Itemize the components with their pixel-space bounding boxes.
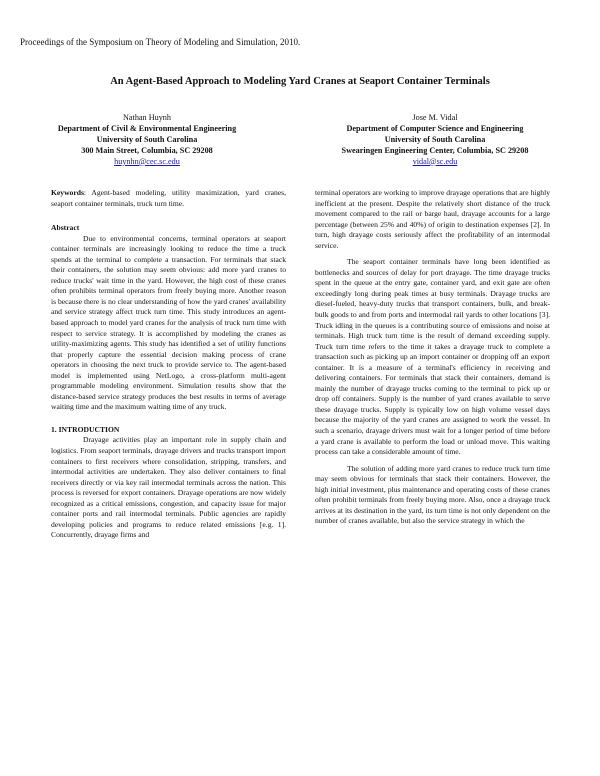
keywords-paragraph xyxy=(51,188,286,209)
author-address: 300 Main Street, Columbia, SC 29208 xyxy=(81,145,213,155)
paper-title: An Agent-Based Approach to Modeling Yard Cranes at Seaport Container Terminals xyxy=(110,76,490,87)
author-email-link[interactable]: vidal@sc.edu xyxy=(412,156,458,166)
author-name: Nathan Huynh xyxy=(123,113,171,122)
author-email-link[interactable]: huynhn@cec.sc.edu xyxy=(114,156,180,166)
introduction-heading: 1. INTRODUCTION xyxy=(51,424,120,434)
abstract-text: Due to environmental concerns, terminal operators at seaport container terminals are increasingly looking to reduce the time a truck spends at the terminal to complete a transaction. For terminals that stack their containers, the solution may seem obvious: add more yard cranes to reduce trucks' wait time in the yard. However, the high cost of these cranes often prohibits terminal operators from freely buying more. Another reason is because there is no clear understanding of how the yard cranes' availability and service strategy affect truck turn time. This study introduces an agent-based approach to model yard cranes for the analysis of truck turn time with respect to service strategy. It is accomplished by modeling the cranes as utility-maximizing agents. This study has identified a set of utility functions that properly capture the essential decision making process of crane operators in choosing the next truck to provide service to. The agent-based model is implemented using NetLogo, a cross-platform multi-agent programmable modeling environment. Simulation results show that the distance-based service strategy produces the best results in terms of average waiting time and the maximum waiting time of any truck. xyxy=(51,233,286,412)
author-university: University of South Carolina xyxy=(96,134,198,144)
abstract-heading: Abstract xyxy=(51,223,80,233)
author-department: Department of Civil & Environmental Engineering xyxy=(57,123,237,133)
body-paragraph: terminal operators are working to improve drayage operations that are highly inefficient at the present. Despite the relatively short distance of the truck movement compared to the rail or barge haul, drayage accounts for a large percentage (between 25% and 40%) of origin to destination expenses [2]. In turn, high drayage costs seriously affect the profitability of an intermodal service. xyxy=(315,188,550,250)
right-column xyxy=(315,188,550,527)
body-paragraph: The seaport container terminals have long been identified as bottlenecks and sources of delay for port drayage. The time drayage trucks spent in the queue at the entry gate, container yard, and exit gate are often exceedingly long during peak times at busy terminals. Drayage trucks are diesel-fueled, heavy-duty trucks that transport containers, bulk, and break-bulk goods to and from ports and intermodal rail yards to other locations [3]. Truck idling in the queues is a contributing source of emissions and noise at terminals. High truck turn time is the result of demand exceeding supply. Truck turn time refers to the time it takes a drayage truck to complete a transaction such as picking up an import container or dropping off an export container. It is a measure of a terminal's efficiency in receiving and delivering containers. For terminals that stack their containers, demand is mainly the number of drayage trucks coming to the terminal to pick up or drop off containers. Supply is the number of yard cranes available to serve these drayage trucks. Supply is typically low on high volume vessel days because the majority of the yard cranes are assigned to work the vessel. In such a scenario, drayage drivers must wait for a longer period of time before a yard crane is available to perform the load or unload move. This waiting process can take a considerable amount of time. xyxy=(315,257,550,457)
proceedings-header: Proceedings of the Symposium on Theory of Modeling and Simulation, 2010. xyxy=(20,37,301,47)
keywords-text: : Agent-based modeling, utility maximization, yard cranes, seaport container terminals, truck turn time. xyxy=(51,188,286,208)
left-column xyxy=(51,188,286,541)
author-university: University of South Carolina xyxy=(384,134,486,144)
keywords-label: Keywords xyxy=(51,188,84,197)
introduction-paragraph: Drayage activities play an important role in supply chain and logistics. From seaport terminals, drayage drivers and trucks transport import containers to first receivers where consolidation, stripping, transfers, and intermodal activities are undertaken. They also deliver containers to final receivers directly or via key rail intermodal terminals across the nation. This process is reversed for export containers. Drayage operations are now widely recognized as a critical emissions, congestion, and capacity issue for major container ports and rail intermodal terminals. Public agencies are rapidly developing policies and programs to reduce related emissions [e.g. 1]. Concurrently, drayage firms and xyxy=(51,435,286,540)
author-address: Swearingen Engineering Center, Columbia, SC 29208 xyxy=(341,145,529,155)
author-block-1 xyxy=(17,113,277,168)
author-department: Department of Computer Science and Engineering xyxy=(346,123,524,133)
body-paragraph: The solution of adding more yard cranes to reduce truck turn time may seem obvious for terminals that stack their containers. However, the high initial investment, plus maintenance and operating costs of these cranes often prohibit terminals from freely buying more. Also, once a drayage truck arrives at its destination in the yard, its turn time is not only dependent on the number of cranes available, but also the service strategy in which the xyxy=(315,463,550,526)
author-block-2 xyxy=(305,113,565,168)
author-name: Jose M. Vidal xyxy=(412,113,458,122)
